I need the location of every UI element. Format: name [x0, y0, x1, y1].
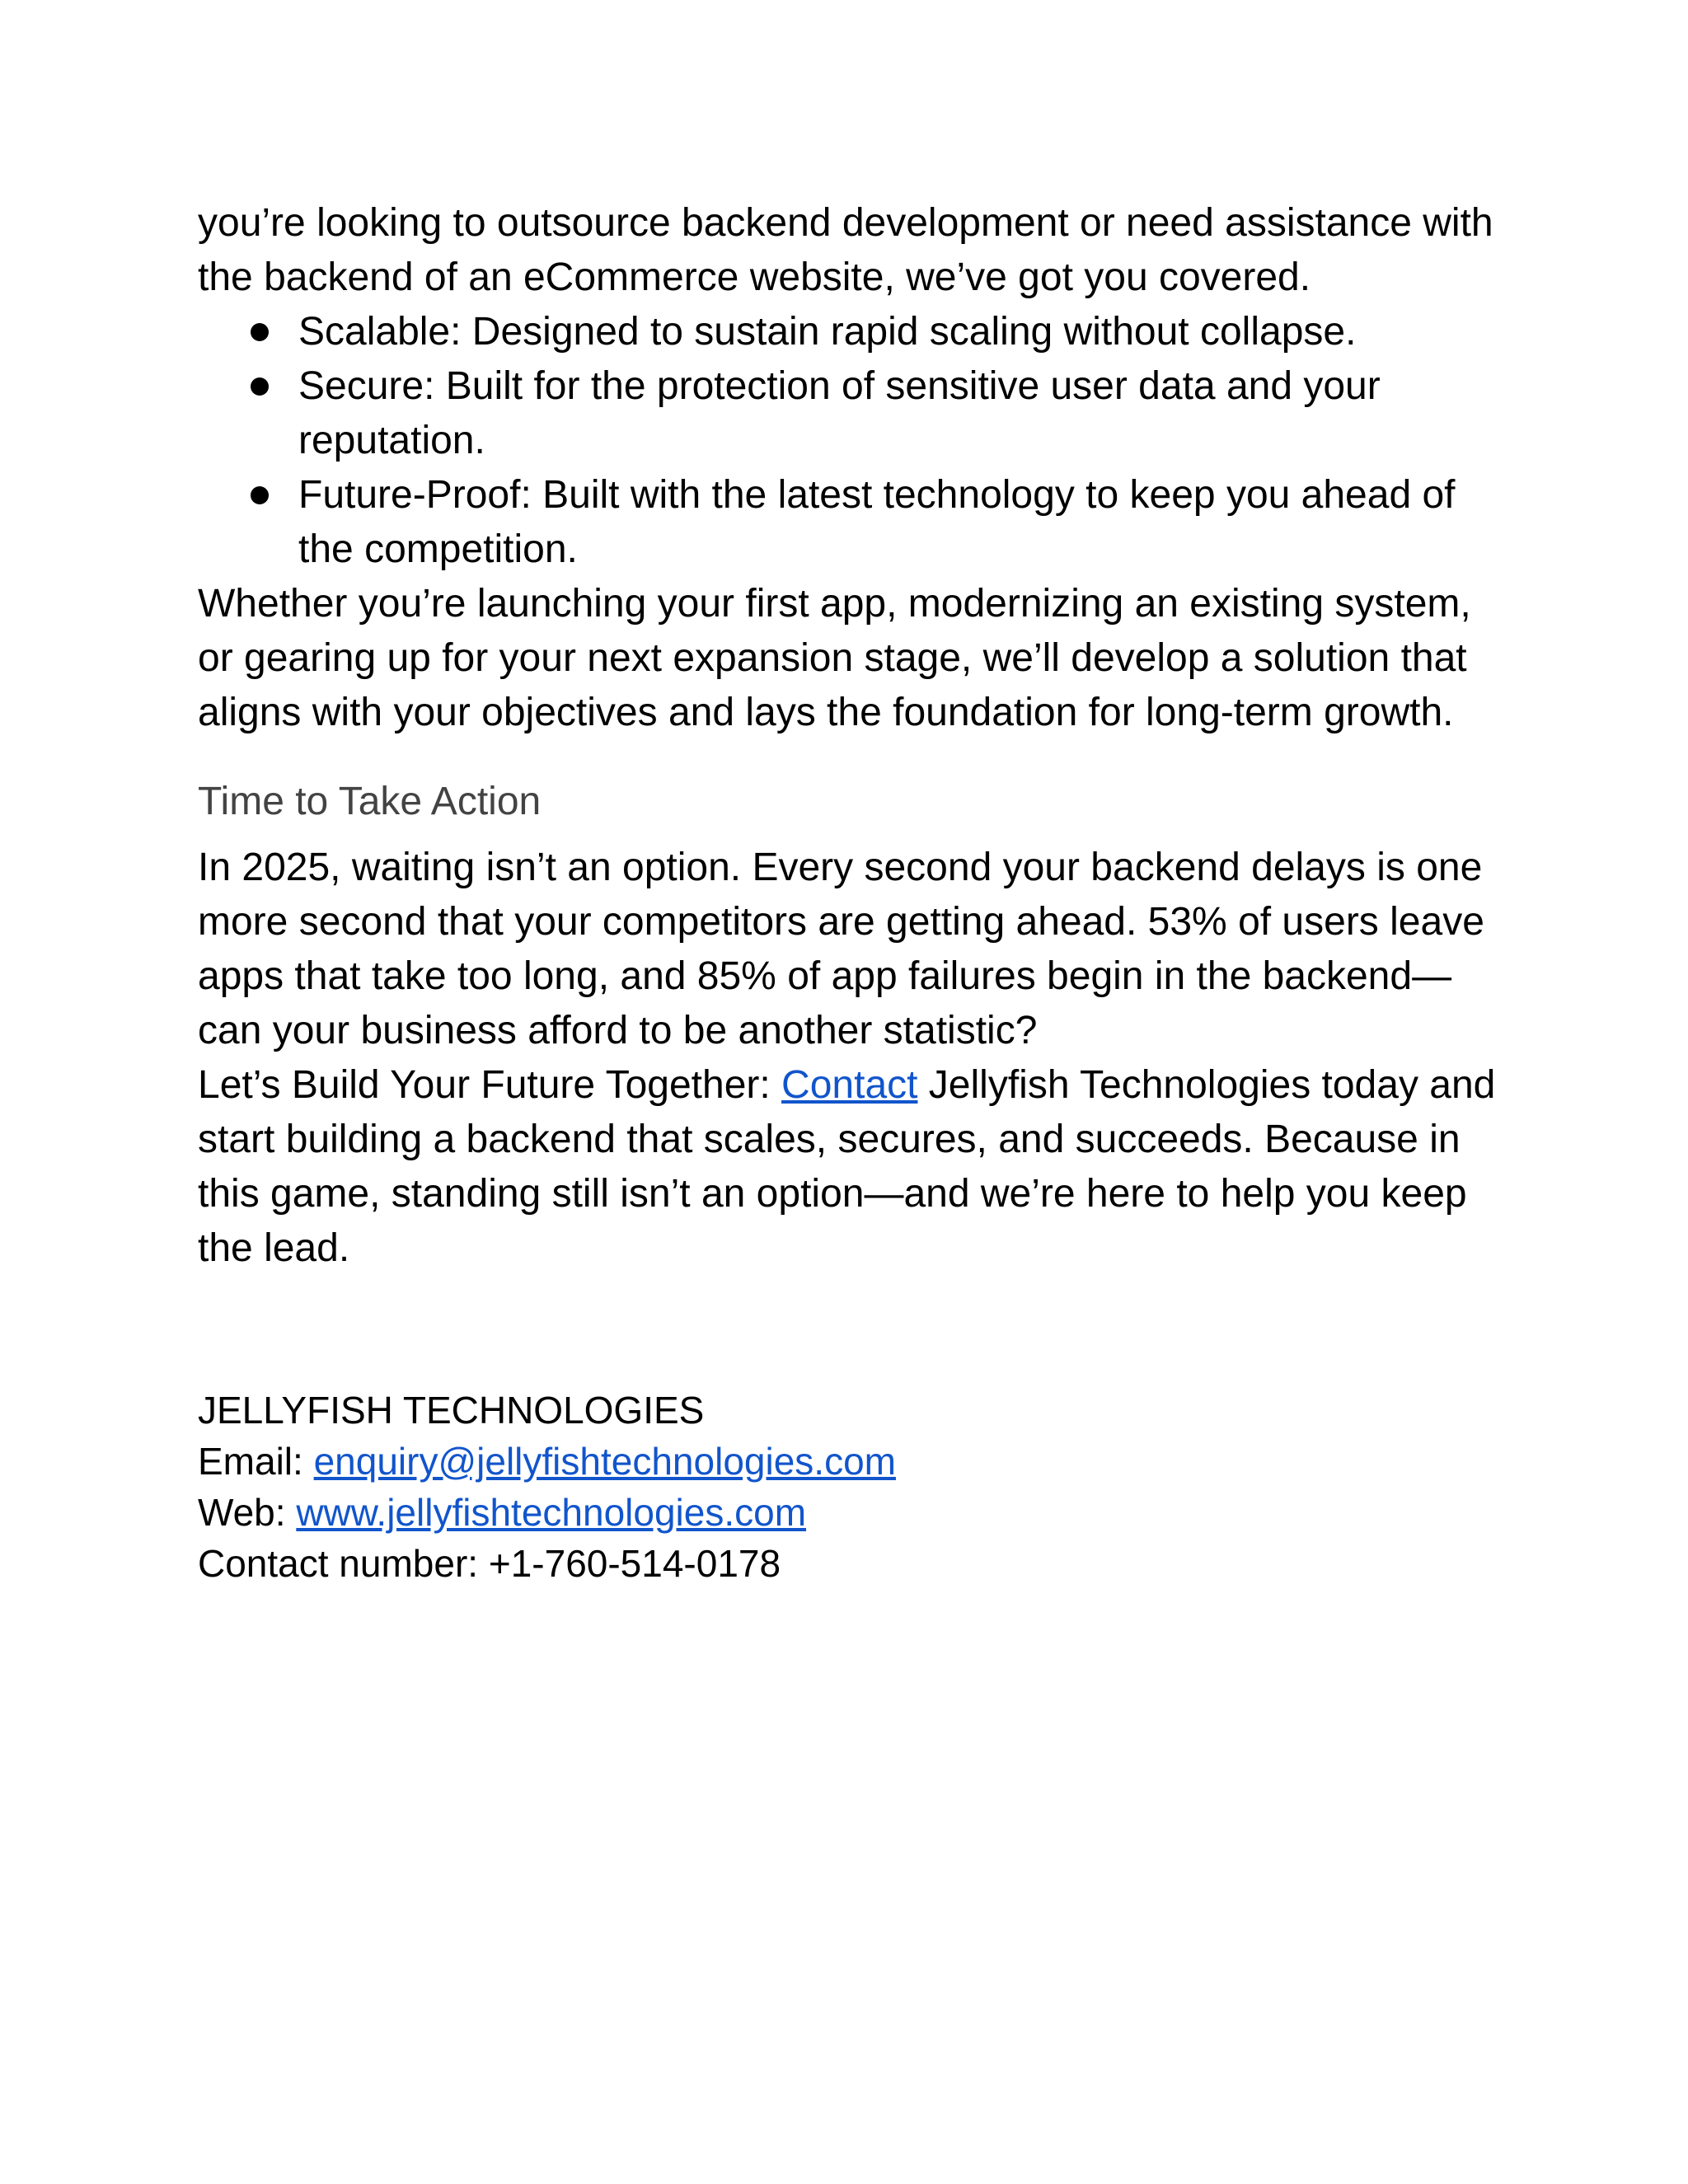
intro-paragraph: you’re looking to outsource backend development or need assistance with the backend of an eCommerce website, we’ve got you covered.	[198, 201, 1493, 299]
closing-paragraph: Whether you’re launching your first app, modernizing an existing system, or gearing up for your next expansion stage, we’ll develop a solution that aligns with your objectives and lays the foundation for long-term growth.	[198, 582, 1471, 734]
web-link[interactable]: www.jellyfishtechnologies.com	[296, 1491, 807, 1534]
list-item-text: Scalable: Designed to sustain rapid scaling without collapse.	[298, 310, 1357, 354]
email-line	[198, 1436, 1500, 1487]
phone-line	[198, 1538, 1500, 1589]
action-paragraph: In 2025, waiting isn’t an option. Every second your backend delays is one more second that your competitors are getting ahead. 53% of users leave apps that take too long, and 85% of app failures begin in the backend—can your business afford to be another statistic?	[198, 846, 1484, 1052]
cta-suffix: Jellyfish Technologies today and start building a backend that scales, secures, and succeeds. Because in this game, standing still isn’t an option—and we’re here to help you keep the lead.	[198, 1063, 1496, 1270]
email-link[interactable]: enquiry@jellyfishtechnologies.com	[313, 1440, 896, 1483]
phone-number: +1-760-514-0178	[488, 1542, 781, 1585]
document-page	[198, 196, 1500, 1589]
list-item	[198, 305, 1500, 359]
contact-link[interactable]: Contact	[781, 1063, 918, 1107]
phone-label: Contact number:	[198, 1542, 489, 1585]
cta-paragraph	[198, 1058, 1500, 1276]
web-line	[198, 1487, 1500, 1538]
list-item	[198, 468, 1500, 577]
cta-prefix: Let’s Build Your Future Together:	[198, 1063, 782, 1107]
bullet-icon	[251, 323, 269, 341]
bullet-icon	[251, 377, 269, 396]
section-heading: Time to Take Action	[198, 780, 542, 823]
bullet-icon	[251, 486, 269, 504]
list-item-text: Secure: Built for the protection of sensitive user data and your reputation.	[298, 364, 1381, 462]
list-item-text: Future-Proof: Built with the latest technology to keep you ahead of the competition.	[298, 473, 1456, 571]
email-label: Email:	[198, 1440, 314, 1483]
web-label: Web:	[198, 1491, 297, 1534]
feature-list	[198, 305, 1500, 577]
contact-block	[198, 1385, 1500, 1589]
company-name: JELLYFISH TECHNOLOGIES	[198, 1389, 705, 1432]
list-item	[198, 359, 1500, 468]
